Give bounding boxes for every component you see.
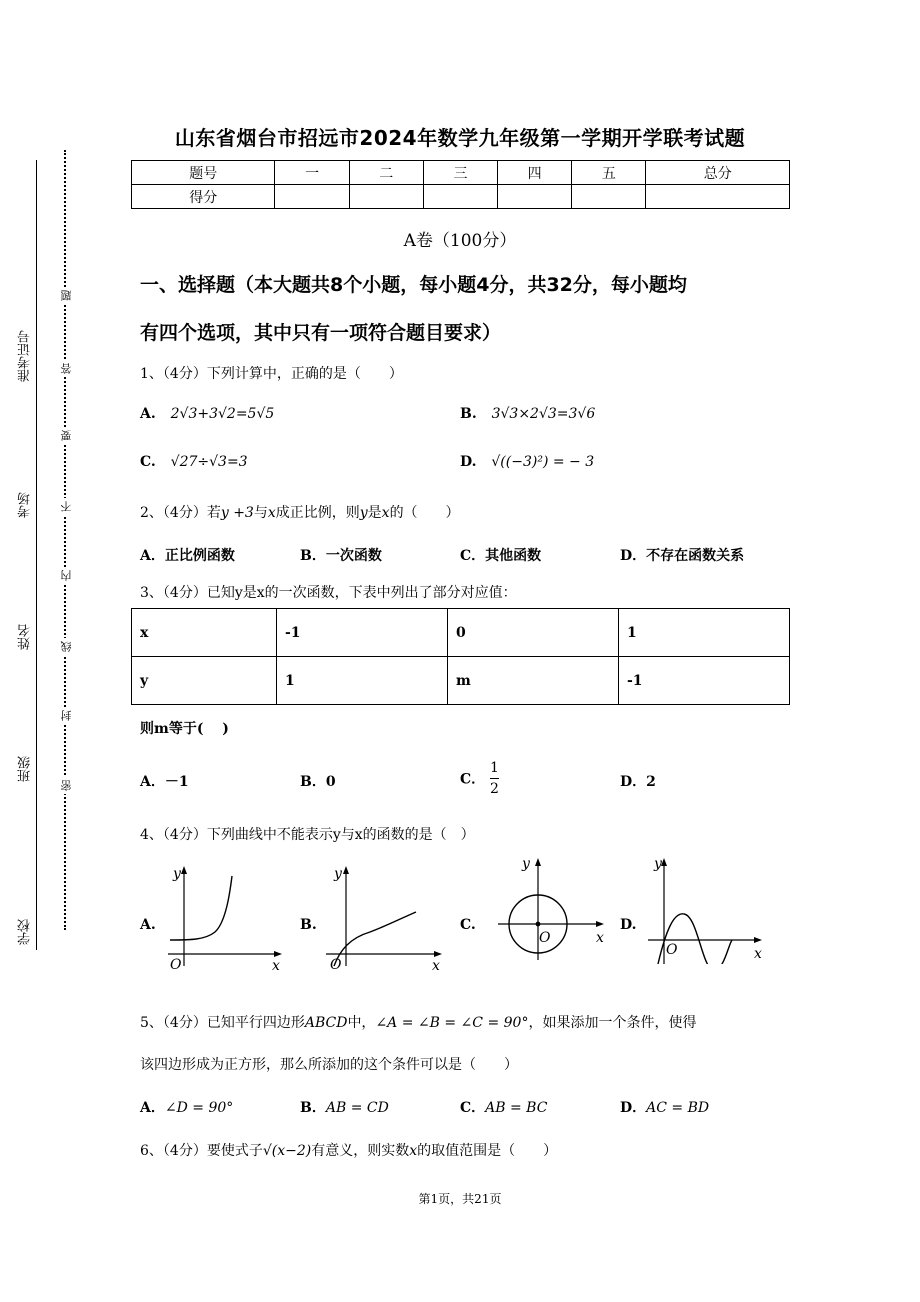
q3-table-cell: -1 [619,657,790,705]
q2-stem [140,502,800,522]
q2-var-x2: x [381,505,390,521]
score-header-cell: 一 [275,161,349,185]
q5-abcd: ABCD [304,1015,348,1031]
q3-option-c-label: C． [460,771,486,788]
q3-stem: 3、（4分）已知y是x的一次函数，下表中列出了部分对应值： [140,585,517,601]
q3-table-row [132,657,790,705]
q5-option-d-expr: AC = BD [646,1100,710,1116]
q4-graph-d [640,852,770,964]
margin-label-name: 姓名 [16,620,35,654]
q1-option-d-label: D. [460,454,477,470]
q3-table-cell: y [132,657,277,705]
q3-table-cell: 0 [448,609,619,657]
q4-option-c-label: C. [460,917,476,933]
axis-label-y: y [654,856,662,872]
seal-char: 内 [59,567,75,584]
q3-option-c [460,758,499,799]
q3-option-b: B．0 [300,774,336,790]
score-input-cell[interactable] [498,185,572,209]
axis-label-y: y [522,856,530,872]
x-axis-arrow [274,951,282,957]
q3-table-cell: x [132,609,277,657]
y-axis-arrow [535,858,541,866]
score-table-header-row [132,161,790,185]
q1-option-d-expr: √((−3)²) = − 3 [491,454,595,470]
q5-stem-pre: 5、（4分）已知平行四边形 [140,1015,305,1031]
q1-option-a-expr: 2√3+3√2=5√5 [170,406,275,422]
margin-label-class: 班级 [16,752,35,786]
axis-label-y: y [334,866,342,882]
q4-stem: 4、（4分）下列曲线中不能表示y与x的函数的是（ ） [140,827,475,843]
q1-stem: 1、（4分）下列计算中，正确的是（ ） [140,366,403,382]
q4-graph-c [484,852,614,964]
q1-option-b-label: B. [460,406,477,422]
q5-angles: ∠A = ∠B = ∠C = 90° [375,1015,529,1031]
score-header-cell: 二 [349,161,423,185]
axis-label-x: x [432,958,440,974]
q3-value-table [131,608,790,705]
section1-heading-line2: 有四个选项，其中只有一项符合题目要求） [140,322,502,344]
score-input-cell[interactable] [423,185,497,209]
origin-dot [536,922,541,927]
q3-option-c-fraction [490,758,499,799]
q3-table-row [132,609,790,657]
q5-option-c [460,1097,547,1117]
q2-option-b: B．一次函数 [300,548,382,564]
q3-table-cell: 1 [619,609,790,657]
score-header-cell: 总分 [646,161,790,185]
origin-label: O [666,942,678,958]
margin-label-exam-number: 准考证号 [16,326,35,386]
q6-stem-pre: 6、（4分）要使式子 [140,1143,263,1159]
q2-stem-pre: 2、（4分）若 [140,505,221,521]
q5-option-c-expr: AB = BC [485,1100,548,1116]
q5-stem-line1 [140,1012,800,1032]
margin-label-school: 学校 [16,915,35,949]
q6-stem [140,1140,800,1160]
page-title: 山东省烟台市招远市2024年数学九年级第一学期开学联考试题 [174,126,746,150]
seal-char: 不 [59,498,75,515]
margin-vertical-line [36,160,37,950]
q5-option-d [620,1097,709,1117]
q1-option-a [140,406,274,422]
q5-option-c-label: C． [460,1100,486,1116]
q5-option-b-expr: AB = CD [325,1100,389,1116]
q1-option-b-expr: 3√3×2√3=3√6 [491,406,596,422]
seal-char: 题 [59,287,75,304]
q5-option-a [140,1097,233,1117]
q5-option-d-label: D． [620,1100,647,1116]
q3-ask: 则m等于( ) [140,721,229,737]
y-axis-arrow [181,866,187,874]
section-juan-a: A卷（100分） [403,231,517,251]
q4-option-a-label: A. [140,917,156,933]
origin-label: O [330,957,342,973]
q2-stem-mid3: 是 [367,505,382,521]
x-axis-arrow [434,951,442,957]
q1-option-a-label: A. [140,406,156,422]
q1-option-c-label: C. [140,454,156,470]
q3-table-cell: m [448,657,619,705]
q5-stem-mid: 中， [347,1015,376,1031]
score-row-label: 得分 [132,185,275,209]
seal-char: 答 [59,360,75,377]
binding-margin [0,0,100,1302]
q2-stem-post: 的（ ） [389,505,460,521]
q4-option-d-label: D. [620,917,637,933]
axis-label-y: y [173,866,181,882]
score-header-cell: 三 [423,161,497,185]
q3-option-a: A．－1 [140,774,189,790]
margin-label-exam-room: 考场 [16,488,35,522]
q3-table-cell: -1 [277,609,448,657]
origin-label: O [170,957,182,973]
q4-graph-b [320,862,450,974]
q4-graph-a [160,862,290,974]
q6-var-x: x [409,1143,418,1159]
axis-label-x: x [272,958,280,974]
y-axis-arrow [343,866,349,874]
score-input-cell[interactable] [646,185,790,209]
seal-dotted-line [64,150,66,930]
q1-option-c [140,454,248,470]
q6-stem-mid: 有意义，则实数 [311,1143,410,1159]
q2-option-c: C．其他函数 [460,548,542,564]
seal-char: 封 [59,707,75,724]
seal-char: 要 [59,427,75,444]
q5-option-a-expr: ∠D = 90° [164,1100,234,1116]
q3-table-cell: 1 [277,657,448,705]
score-table-score-row [132,185,790,209]
score-input-cell[interactable] [349,185,423,209]
fraction-numerator: 1 [490,758,499,779]
seal-char: 密 [59,777,75,794]
curve [170,876,232,940]
q2-var-x: x [267,505,276,521]
q5-option-a-label: A． [140,1100,165,1116]
q2-stem-mid1: 与 [253,505,268,521]
q2-expr: y +3 [220,505,254,521]
section1-heading-line1: 一、选择题（本大题共8个小题，每小题4分，共32分，每小题均 [140,274,687,296]
x-axis-arrow [754,937,762,943]
q5-option-b-label: B． [300,1100,326,1116]
q5-stem-line2: 该四边形成为正方形，那么所添加的这个条件可以是（ ） [140,1057,518,1073]
q2-stem-mid2: 成正比例，则 [275,505,360,521]
q5-option-b [300,1097,389,1117]
x-axis-arrow [596,921,604,927]
score-header-cell: 四 [498,161,572,185]
q5-stem-post: ，如果添加一个条件，使得 [528,1015,697,1031]
q3-option-d: D．2 [620,774,656,790]
fraction-denominator: 2 [490,781,499,797]
axis-label-x: x [596,930,604,946]
q2-var-y: y [359,505,368,521]
axis-label-x: x [754,946,762,962]
q4-option-b-label: B. [300,917,317,933]
score-table [131,160,790,209]
q6-expr: √(x−2) [262,1143,312,1159]
score-header-cell: 五 [572,161,646,185]
score-header-cell: 题号 [132,161,275,185]
origin-label: O [539,930,551,946]
q2-option-a: A．正比例函数 [140,548,235,564]
q1-option-b [460,406,595,422]
page-footer: 第1页，共21页 [418,1192,502,1206]
score-input-cell[interactable] [275,185,349,209]
q1-option-d [460,454,594,470]
q2-option-d: D．不存在函数关系 [620,548,745,564]
q6-stem-post: 的取值范围是（ ） [417,1143,558,1159]
score-input-cell[interactable] [572,185,646,209]
seal-char: 线 [59,638,75,655]
q1-option-c-expr: √27÷√3=3 [170,454,248,470]
